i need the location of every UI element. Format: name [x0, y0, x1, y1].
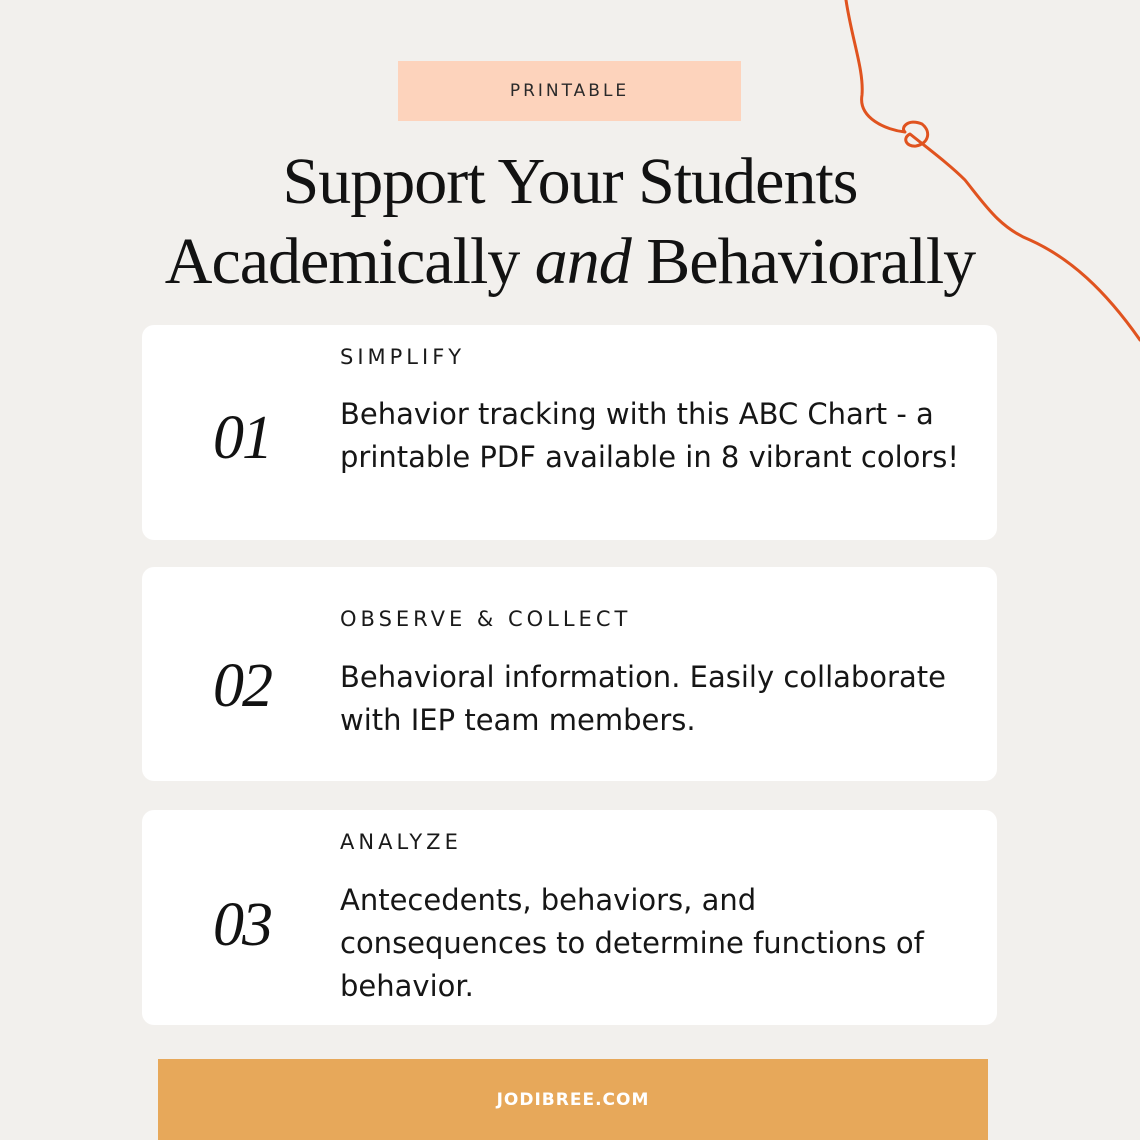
title-academically: Academically: [164, 225, 520, 298]
card-description: Behavioral information. Easily collaborate with IEP team members.: [340, 660, 946, 737]
card-label: ANALYZE: [340, 830, 462, 854]
page-title: [0, 142, 1140, 302]
card-description: Antecedents, behaviors, and consequences to determine functions of behavior.: [340, 883, 924, 1003]
title-and-italic: and: [534, 225, 631, 298]
feature-card-analyze: [142, 810, 997, 1025]
website-footer-banner[interactable]: [158, 1059, 988, 1140]
title-line-1: Support Your Students: [282, 145, 858, 218]
card-description: Behavior tracking with this ABC Chart - a printable PDF available in 8 vibrant colors!: [340, 397, 960, 474]
title-behaviorally: Behaviorally: [646, 225, 976, 298]
card-label: OBSERVE & COLLECT: [340, 607, 632, 631]
card-number: 01: [213, 404, 271, 472]
title-line-2: [0, 222, 1140, 302]
printable-badge: [398, 61, 741, 121]
card-label: SIMPLIFY: [340, 345, 466, 369]
card-number: 02: [213, 652, 271, 720]
badge-label: PRINTABLE: [509, 81, 630, 101]
website-url[interactable]: JODIBREE.COM: [496, 1089, 650, 1110]
feature-card-simplify: [142, 325, 997, 540]
card-number: 03: [213, 891, 271, 959]
feature-card-observe-collect: [142, 567, 997, 781]
